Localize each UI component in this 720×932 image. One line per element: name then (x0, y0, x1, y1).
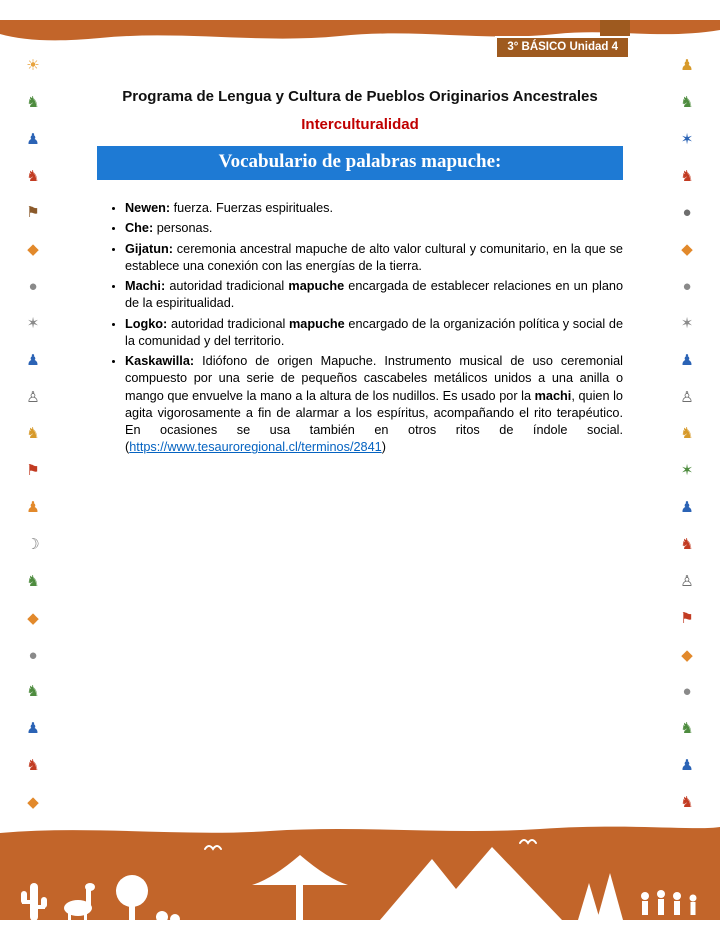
section-banner-label: Vocabulario de palabras mapuche: (218, 151, 502, 172)
person-icon: ♟ (26, 720, 40, 738)
vocabulary-text: Idiófono de origen Mapuche. Instrumento musical de uso ceremonial compuesto por una serie de pequeños cascabeles metálicos unidos a una anilla o mango que envuelve la mano a la altura de los nudillos. Es usado por la (125, 354, 623, 403)
person-icon: ♟ (26, 130, 40, 148)
loom-icon: ♟ (680, 351, 694, 369)
condor-icon: ⚑ (26, 462, 40, 480)
vocabulary-text: autoridad tradicional (167, 316, 290, 331)
lizard-icon: ♞ (680, 720, 694, 738)
vocabulary-term: mapuche (288, 279, 345, 294)
bottom-border-landscape (0, 817, 720, 932)
ring-icon: ◆ (681, 646, 693, 664)
fox-icon: ♞ (26, 167, 40, 185)
vocabulary-text: fuerza. Fuerzas espirituales. (170, 201, 334, 215)
lizard-icon: ♞ (26, 683, 40, 701)
vocabulary-item (125, 278, 623, 313)
vocabulary-term: machi (534, 388, 572, 403)
condor-icon: ⚑ (680, 609, 694, 627)
sunburst-icon: ✶ (26, 314, 40, 332)
drum-icon: ● (682, 204, 692, 222)
bird-icon: ♞ (26, 572, 40, 590)
interculturalidad-subtitle: Interculturalidad (301, 116, 419, 133)
left-icon-column (16, 58, 50, 810)
vocabulary-item (125, 220, 623, 237)
person-icon: ♟ (680, 499, 694, 517)
vocabulary-term: mapuche (289, 316, 345, 331)
loom-icon: ♟ (26, 351, 40, 369)
vocabulary-term: Gijatun: (125, 241, 173, 256)
spider-icon: ✶ (680, 130, 694, 148)
program-title: Programa de Lengua y Cultura de Pueblos Originarios Ancestrales (122, 88, 598, 105)
vocabulary-list (97, 200, 623, 457)
pot-icon: ● (682, 683, 692, 701)
ring-icon: ◆ (681, 241, 693, 259)
vocabulary-term: Machi: (125, 279, 166, 294)
vocabulary-text: encargado de la organización política y social de la comunidad y del territorio. (125, 316, 624, 348)
vocabulary-text: personas. (153, 221, 213, 236)
main-content (97, 0, 623, 460)
person-icon: ♟ (26, 499, 40, 517)
vocabulary-text: encargada de establecer relaciones en un plano de la espiritualidad. (125, 279, 623, 311)
deer-icon: ♞ (26, 425, 40, 443)
vocabulary-text: ceremonia ancestral mapuche de alto valor cultural y comunitario, en la que se establece una conexión con las energías de la tierra. (125, 241, 623, 273)
totem-icon: ♙ (680, 572, 694, 590)
bird-icon: ♞ (26, 93, 40, 111)
vocabulary-term: Kaskawilla: (125, 354, 195, 369)
bow-icon: ⚑ (26, 204, 40, 222)
ring-icon: ◆ (27, 241, 39, 259)
vocabulary-term: Logko: (125, 316, 168, 331)
pot-icon: ● (28, 646, 38, 664)
person-icon: ♙ (26, 388, 40, 406)
lizard-icon: ♞ (680, 93, 694, 111)
vocabulary-text: , quien lo agita vigorosamente a fin de alarmar a los espíritus, acompañando el rito terapéutico. En ocasiones se usa también en otros ritos de índole social. ( (125, 388, 623, 455)
ring-icon: ◆ (27, 793, 39, 811)
sunburst-icon: ✶ (680, 314, 694, 332)
dog-icon: ♞ (680, 425, 694, 443)
pot-icon: ● (682, 278, 692, 296)
right-icon-column (670, 58, 704, 810)
vocabulary-item (125, 316, 623, 351)
moon-icon: ☽ (26, 535, 40, 553)
section-banner (97, 146, 623, 180)
fox-icon: ♞ (680, 535, 694, 553)
sun-icon: ☀ (26, 57, 40, 74)
person-icon: ♙ (680, 388, 694, 406)
fox-icon: ♞ (680, 793, 694, 811)
pot-icon: ● (28, 278, 38, 296)
fox-icon: ♞ (26, 757, 40, 775)
vocabulary-term: Che: (125, 221, 154, 236)
source-link[interactable]: https://www.tesauroregional.cl/terminos/2841 (129, 440, 382, 455)
vocabulary-text: ) (381, 440, 386, 455)
vocabulary-item (125, 241, 623, 276)
fox-icon: ♞ (680, 167, 694, 185)
vocabulary-text: autoridad tradicional (165, 279, 289, 294)
unit-badge: 3° BÁSICO Unidad 4 (495, 36, 630, 59)
vocabulary-item (125, 200, 623, 217)
vocabulary-term: Newen: (125, 201, 171, 215)
branch-icon: ✶ (680, 462, 694, 480)
vocabulary-item (125, 353, 623, 457)
person-icon: ♟ (680, 757, 694, 775)
ring-icon: ◆ (27, 609, 39, 627)
person-icon: ♟ (680, 57, 694, 74)
